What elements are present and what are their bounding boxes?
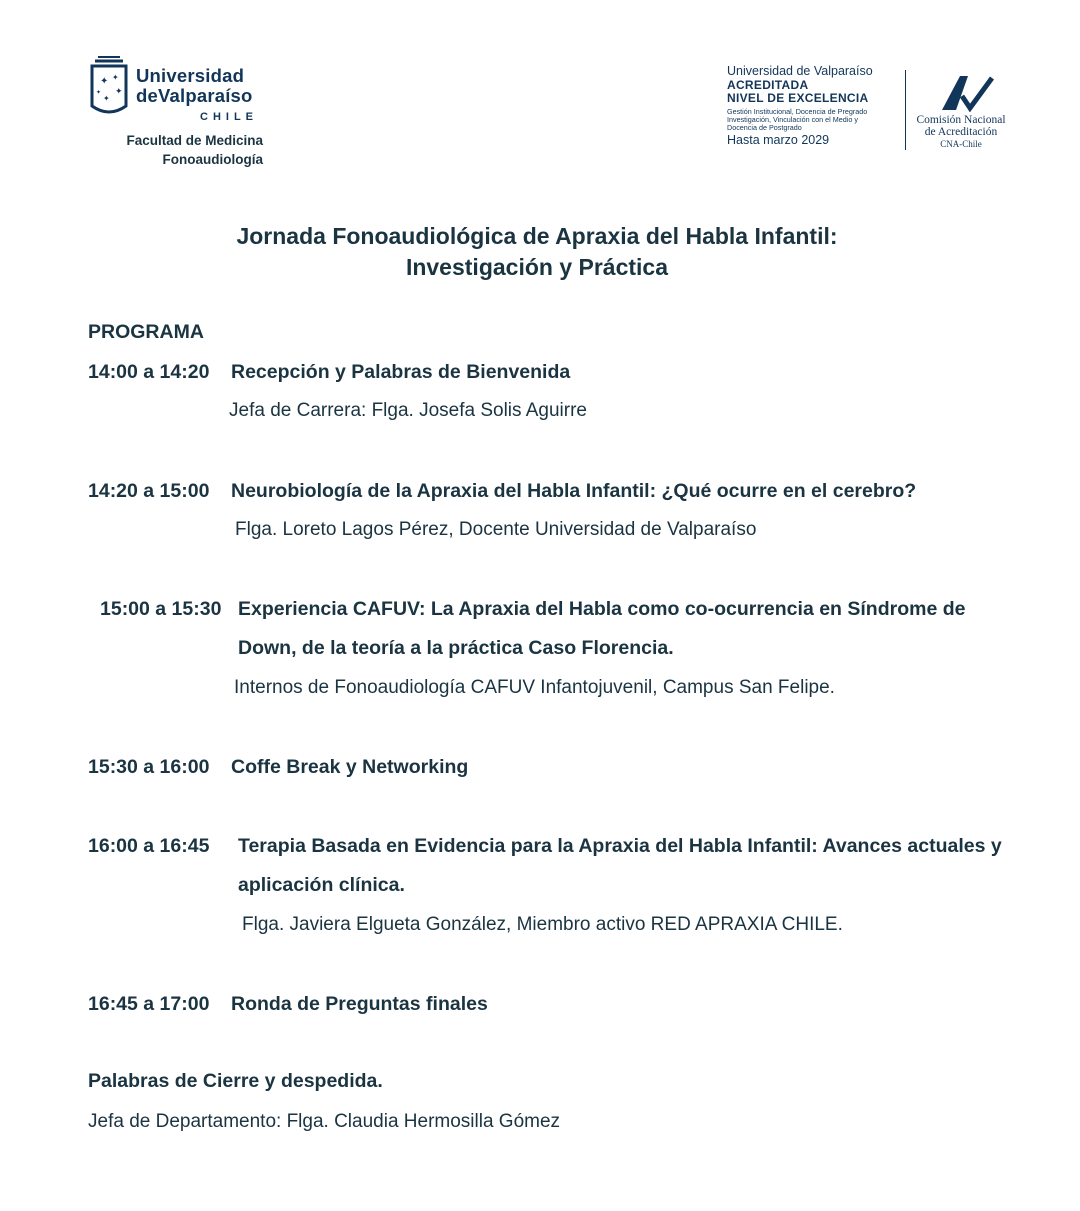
svg-text:✦: ✦: [96, 90, 102, 96]
session-5-time: 16:00 a 16:45: [88, 835, 210, 857]
session-1-time: 14:00 a 14:20: [88, 361, 210, 383]
university-name: [136, 66, 253, 106]
accreditation-areas: [727, 108, 903, 131]
title-line2: Investigación y Práctica: [405, 254, 669, 280]
faculty-name: Facultad de Medicina: [126, 133, 263, 148]
session-3-time: 15:00 a 15:30: [100, 598, 222, 620]
closing-speaker: Jefa de Departamento: Flga. Claudia Hermosilla Gómez: [88, 1111, 561, 1132]
title-line1: Jornada Fonoaudiológica de Apraxia del Habla Infantil:: [236, 223, 838, 249]
session-4-time: 15:30 a 16:00: [88, 756, 210, 778]
closing-title: Palabras de Cierre y despedida.: [88, 1070, 383, 1092]
university-name-line1: Universidad: [136, 65, 245, 86]
accreditation-areas-line3: Docencia de Postgrado: [727, 122, 802, 132]
cna-name-line3: CNA-Chile: [940, 139, 982, 149]
session-5-topic-line1: Terapia Basada en Evidencia para la Apraxia del Habla Infantil: Avances actuales y: [238, 835, 1002, 857]
session-1-topic: Recepción y Palabras de Bienvenida: [231, 361, 571, 383]
accreditation-status: ACREDITADA: [727, 78, 809, 92]
accreditation-areas-line2: Investigación, Vinculación con el Medio y: [727, 114, 858, 124]
session-2-time: 14:20 a 15:00: [88, 480, 210, 502]
session-1-speaker: Jefa de Carrera: Flga. Josefa Solis Aguirre: [229, 400, 588, 421]
svg-text:✦: ✦: [103, 94, 110, 103]
session-2-speaker: Flga. Loreto Lagos Pérez, Docente Universidad de Valparaíso: [235, 519, 757, 540]
university-name-line2: deValparaíso: [136, 85, 253, 106]
session-6-topic: Ronda de Preguntas finales: [231, 993, 488, 1015]
session-6-time: 16:45 a 17:00: [88, 993, 210, 1015]
session-3-topic-line1: Experiencia CAFUV: La Apraxia del Habla como co-ocurrencia en Síndrome de: [238, 598, 966, 620]
svg-text:✦: ✦: [100, 76, 109, 87]
accreditation-areas-line1: Gestión Institucional, Docencia de Pregrado: [727, 107, 868, 116]
session-3-speaker: Internos de Fonoaudiología CAFUV Infantojuvenil, Campus San Felipe.: [234, 677, 835, 698]
session-5-speaker: Flga. Javiera Elgueta González, Miembro activo RED APRAXIA CHILE.: [242, 914, 843, 935]
department-name: Fonoaudiología: [162, 152, 263, 167]
session-2-topic: Neurobiología de la Apraxia del Habla Infantil: ¿Qué ocurre en el cerebro?: [231, 480, 917, 502]
program-heading: PROGRAMA: [88, 321, 204, 343]
cna-logo-icon: [940, 72, 994, 112]
svg-text:✦: ✦: [112, 73, 119, 82]
accreditation-until: Hasta marzo 2029: [727, 133, 830, 148]
svg-text:✦: ✦: [115, 86, 123, 96]
faculty-block: [110, 131, 263, 169]
accreditation-level: NIVEL DE EXCELENCIA: [727, 91, 869, 105]
university-crest-icon: [88, 54, 130, 120]
university-country: CHILE: [200, 111, 258, 123]
accreditation-divider: [905, 70, 906, 150]
cna-name-line2: de Acreditación: [924, 126, 998, 138]
cna-name: [910, 114, 1012, 150]
accreditation-university: Universidad de Valparaíso: [727, 64, 873, 78]
session-5-topic-line2: aplicación clínica.: [238, 874, 405, 896]
accreditation-block: [727, 64, 903, 148]
session-4-topic: Coffe Break y Networking: [231, 756, 469, 778]
cna-name-line1: Comisión Nacional: [916, 114, 1006, 126]
page-title: [0, 221, 1074, 283]
session-3-topic-line2: Down, de la teoría a la práctica Caso Florencia.: [238, 637, 674, 659]
